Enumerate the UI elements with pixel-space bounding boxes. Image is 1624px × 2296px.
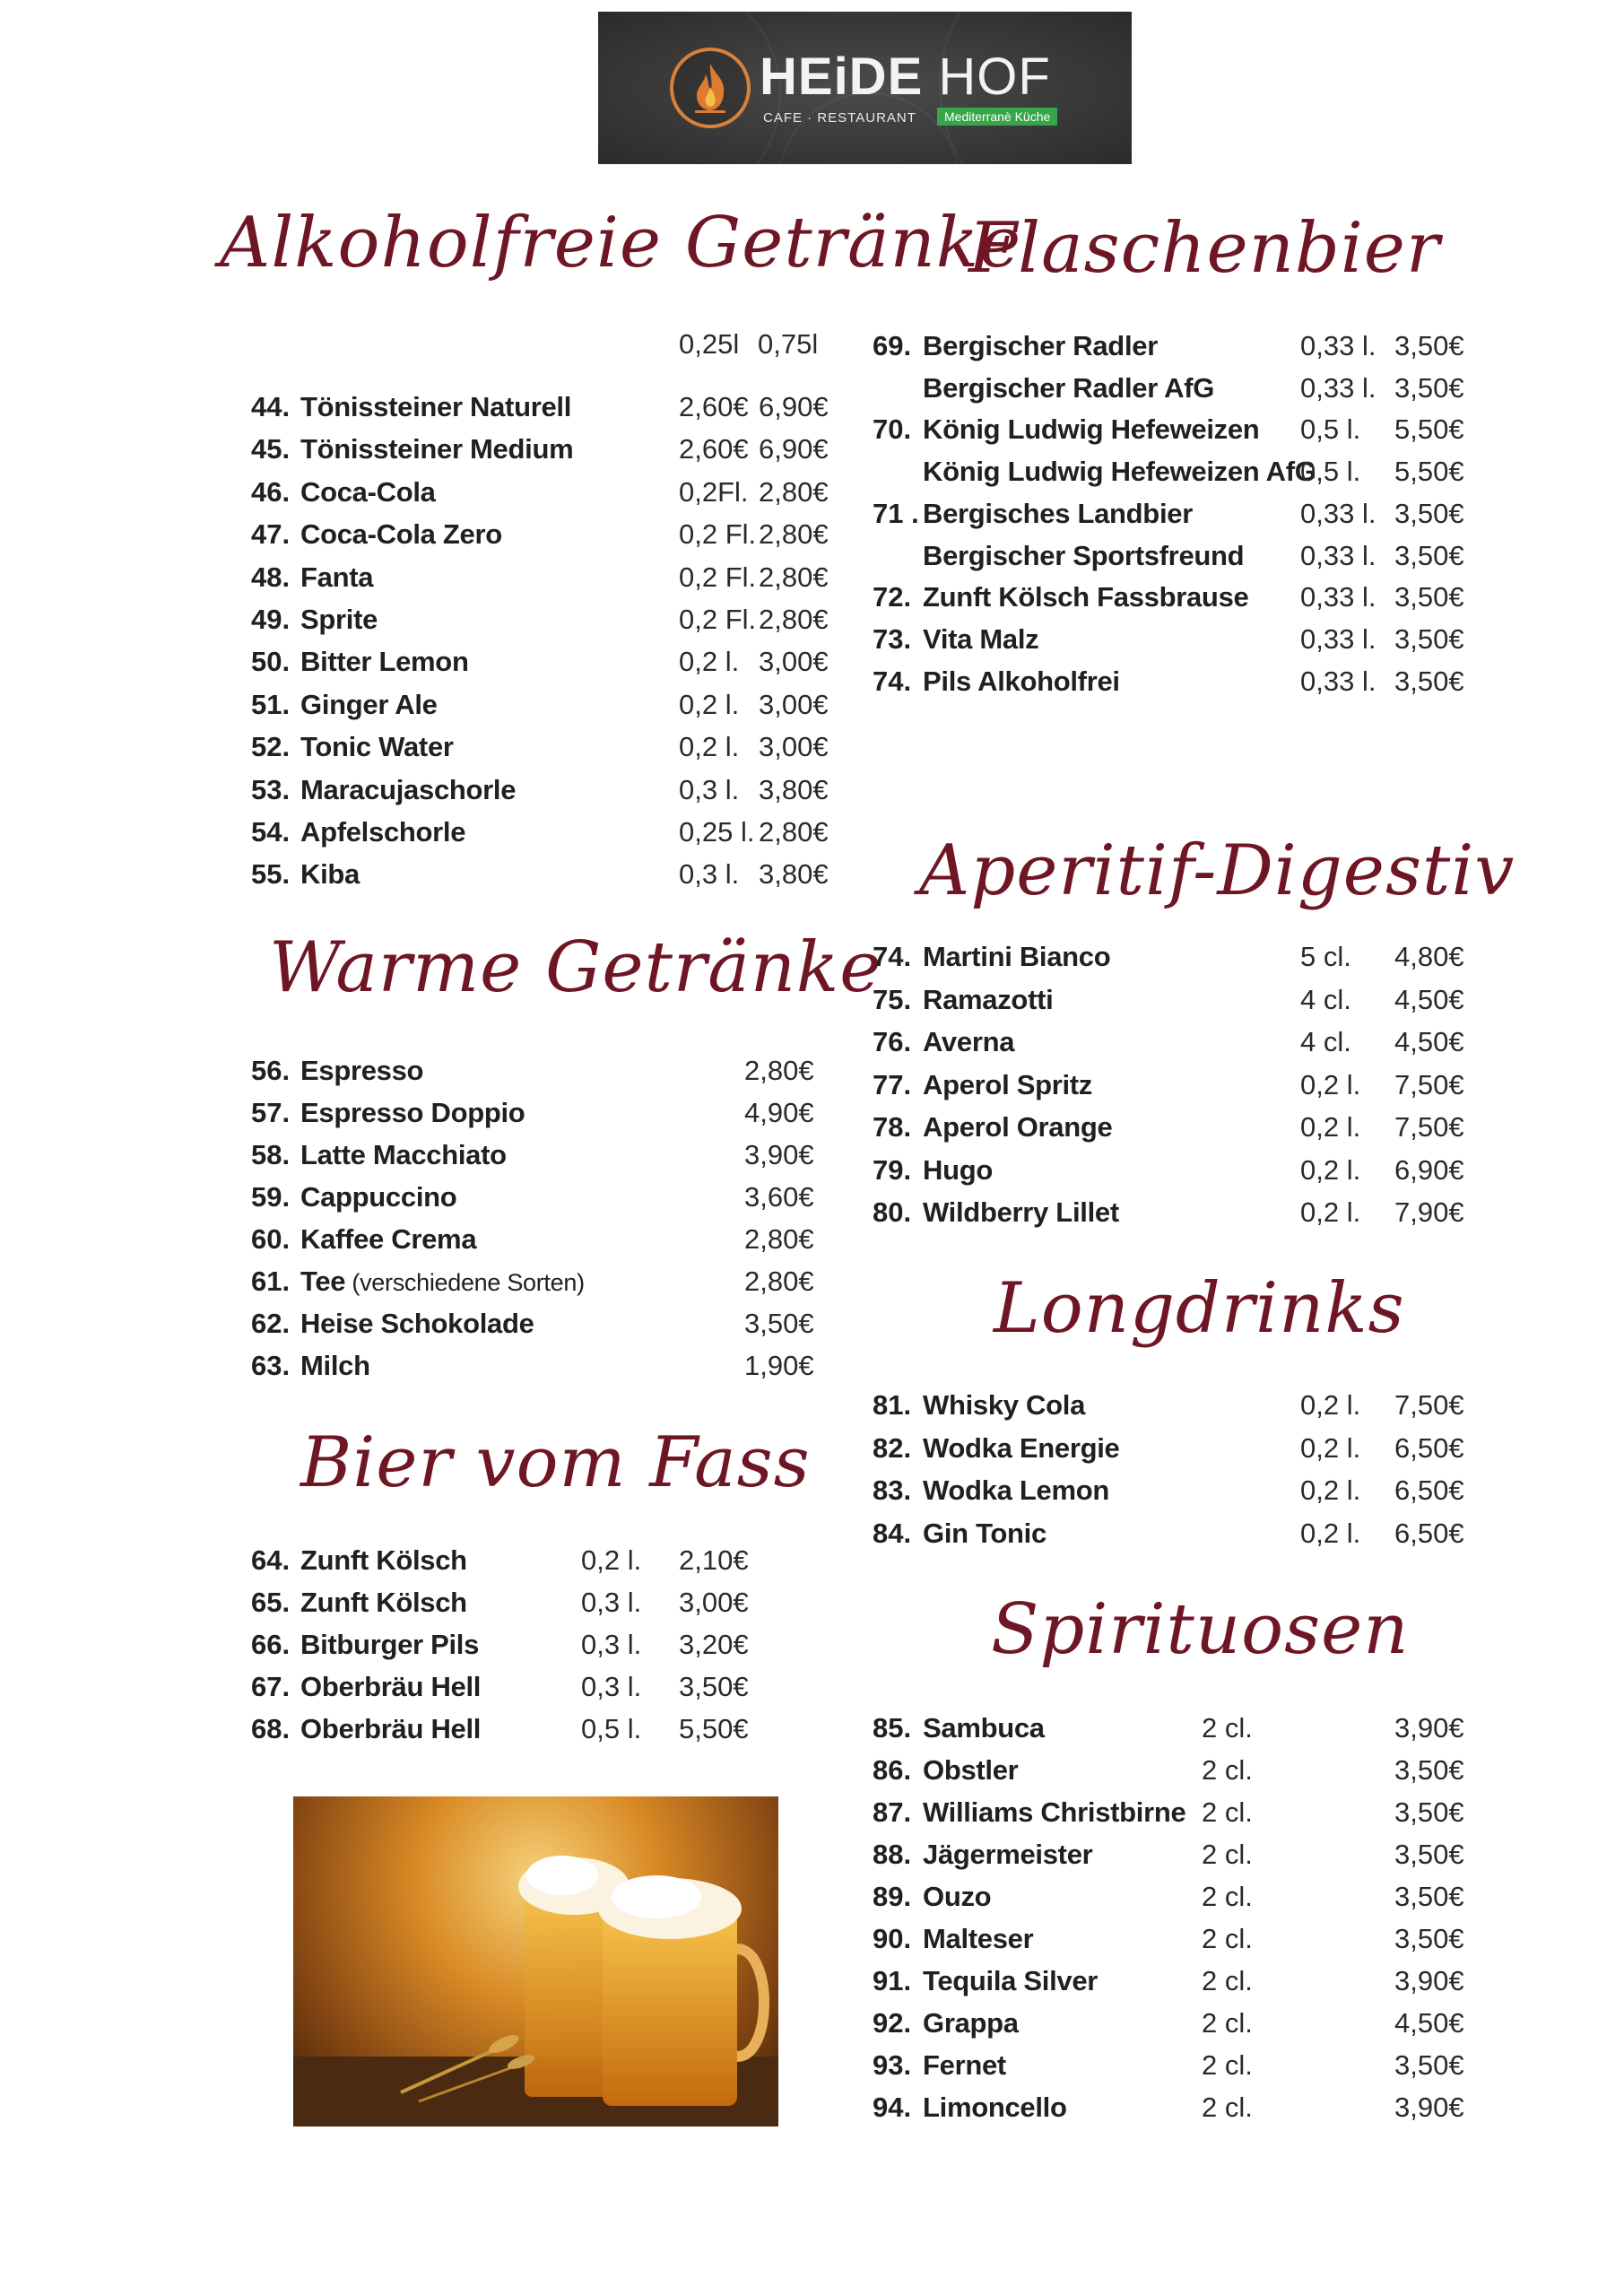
item-number: 88. <box>873 1839 912 1870</box>
item-price: 3,00€ <box>759 646 829 678</box>
item-volume: 0,5 l. <box>1300 413 1361 446</box>
item-price: 3,00€ <box>759 688 829 720</box>
item-name: Obstler <box>923 1754 1019 1786</box>
item-price: 3,50€ <box>1394 1839 1464 1870</box>
item-volume: 2 cl. <box>1202 2049 1253 2081</box>
item-volume: 0,33 l. <box>1300 497 1376 529</box>
item-name: Kaffee Crema <box>300 1223 477 1255</box>
item-volume: 2 cl. <box>1202 1923 1253 1954</box>
item-price: 3,50€ <box>1394 665 1464 697</box>
item-number: 70. <box>873 413 912 446</box>
item-number: 59. <box>251 1181 291 1213</box>
size-header-large: 0,75l <box>758 328 819 360</box>
item-price: 1,90€ <box>744 1350 814 1381</box>
item-name: Espresso <box>300 1055 424 1086</box>
item-name: Cappuccino <box>300 1181 457 1213</box>
menu-row <box>0 770 1624 810</box>
item-volume: 0,33 l. <box>1300 622 1376 655</box>
item-volume: 0,33 l. <box>1300 539 1376 571</box>
item-name: Tequila Silver <box>923 1965 1099 1996</box>
item-name: Kiba <box>300 858 360 891</box>
item-volume: 0,2 l. <box>1300 1111 1361 1143</box>
menu-row <box>0 1471 1624 1510</box>
flame-emblem-icon <box>670 48 751 128</box>
item-price: 6,90€ <box>1394 1153 1464 1186</box>
item-number: 82. <box>873 1431 912 1464</box>
item-volume: 0,2Fl. <box>679 475 749 508</box>
item-name: Heise Schokolade <box>300 1308 534 1339</box>
item-number: 57. <box>251 1097 291 1128</box>
menu-row <box>0 1835 1624 1874</box>
item-name: König Ludwig Hefeweizen AfG <box>923 456 1316 488</box>
item-name: Aperol Spritz <box>923 1068 1093 1100</box>
item-price: 4,50€ <box>1394 2007 1464 2039</box>
item-volume: 5 cl. <box>1300 941 1351 972</box>
item-volume: 2,60€ <box>679 391 749 422</box>
item-price: 5,50€ <box>1394 413 1464 446</box>
item-name: Zunft Kölsch Fassbrause <box>923 581 1249 613</box>
item-price: 3,90€ <box>744 1139 814 1170</box>
item-price: 5,50€ <box>1394 456 1464 488</box>
menu-row <box>0 1667 1624 1707</box>
menu-row <box>0 1108 1624 1147</box>
item-price: 3,50€ <box>1394 1881 1464 1912</box>
item-name: Zunft Kölsch <box>300 1544 467 1576</box>
item-number: 90. <box>873 1923 912 1954</box>
item-number: 91. <box>873 1965 912 1996</box>
beer-glasses-photo <box>293 1796 778 2126</box>
menu-row <box>0 1065 1624 1105</box>
item-volume: 0,5 l. <box>581 1713 642 1744</box>
menu-row <box>0 2004 1624 2043</box>
item-volume: 2 cl. <box>1202 1712 1253 1744</box>
item-volume: 4 cl. <box>1300 1026 1351 1057</box>
item-name: Wildberry Lillet <box>923 1196 1119 1228</box>
item-volume: 0,2 l. <box>1300 1474 1361 1506</box>
item-price: 7,50€ <box>1394 1068 1464 1100</box>
item-name: Jägermeister <box>923 1839 1093 1870</box>
item-volume: 0,3 l. <box>679 858 740 891</box>
item-volume: 0,3 l. <box>581 1629 642 1660</box>
heading-aperitif-digestiv: Aperitif-Digestiv <box>919 831 1515 911</box>
menu-row <box>0 1304 1624 1344</box>
item-number: 71 . <box>873 497 919 529</box>
item-name: Tönissteiner Naturell <box>300 391 572 422</box>
menu-row <box>0 1193 1624 1232</box>
item-volume: 0,3 l. <box>679 773 740 805</box>
item-number: 78. <box>873 1111 912 1143</box>
item-volume: 2 cl. <box>1202 1754 1253 1786</box>
item-name: Tonic Water <box>300 731 454 763</box>
item-price: 3,50€ <box>1394 371 1464 404</box>
item-number: 65. <box>251 1587 291 1618</box>
item-name: Bergischer Radler <box>923 330 1158 361</box>
menu-row <box>0 494 1624 534</box>
item-number: 62. <box>251 1308 291 1339</box>
item-price: 4,90€ <box>744 1097 814 1128</box>
item-name: Tönissteiner Medium <box>300 433 574 465</box>
item-name: Ouzo <box>923 1881 992 1912</box>
menu-row <box>0 1022 1624 1062</box>
item-volume: 0,3 l. <box>581 1587 642 1618</box>
item-name: Sambuca <box>923 1712 1045 1744</box>
menu-row <box>0 1709 1624 1748</box>
menu-row <box>0 1877 1624 1917</box>
menu-row <box>0 536 1624 576</box>
item-number: 81. <box>873 1389 912 1421</box>
item-price: 3,00€ <box>679 1587 749 1618</box>
item-volume: 0,3 l. <box>581 1671 642 1702</box>
menu-row <box>0 1151 1624 1190</box>
item-price: 3,50€ <box>1394 1754 1464 1786</box>
item-number: 73. <box>873 622 912 655</box>
item-number: 54. <box>251 816 291 848</box>
item-volume: 0,2 l. <box>679 731 740 763</box>
item-volume: 2 cl. <box>1202 1796 1253 1828</box>
menu-row <box>0 1961 1624 2001</box>
menu-row <box>0 1583 1624 1622</box>
item-price: 3,50€ <box>1394 1923 1464 1954</box>
item-price: 3,90€ <box>1394 2092 1464 2123</box>
item-number: 63. <box>251 1350 291 1381</box>
heading-flaschenbier: Flaschenbier <box>968 208 1441 289</box>
item-number: 76. <box>873 1026 912 1057</box>
item-volume: 0,33 l. <box>1300 665 1376 697</box>
logo-tagline: CAFE · RESTAURANT <box>763 110 916 126</box>
item-name: Ginger Ale <box>300 688 438 720</box>
menu-row <box>0 2046 1624 2085</box>
item-name: Williams Christbirne <box>923 1796 1186 1828</box>
item-name: Fanta <box>300 561 374 593</box>
item-name: Latte Macchiato <box>300 1139 507 1170</box>
item-number: 52. <box>251 731 291 763</box>
item-volume: 0,2 l. <box>1300 1389 1361 1421</box>
item-number: 87. <box>873 1796 912 1828</box>
item-name: Aperol Orange <box>923 1111 1113 1143</box>
menu-row <box>0 727 1624 767</box>
item-volume: 0,2 l. <box>1300 1153 1361 1186</box>
item-price: 4,80€ <box>1394 941 1464 972</box>
menu-row <box>0 1793 1624 1832</box>
item-name: Wodka Energie <box>923 1431 1120 1464</box>
item-price: 2,10€ <box>679 1544 749 1576</box>
menu-row <box>0 620 1624 659</box>
menu-row <box>0 937 1624 977</box>
menu-row <box>0 452 1624 491</box>
item-volume: 0,33 l. <box>1300 581 1376 613</box>
item-name: Grappa <box>923 2007 1019 2039</box>
item-price: 2,80€ <box>759 561 829 593</box>
menu-row <box>0 410 1624 449</box>
item-name: König Ludwig Hefeweizen <box>923 413 1260 446</box>
item-name: Averna <box>923 1026 1015 1057</box>
menu-row <box>0 1514 1624 1553</box>
item-volume: 0,33 l. <box>1300 371 1376 404</box>
menu-row <box>0 1429 1624 1468</box>
item-volume: 0,2 l. <box>1300 1517 1361 1549</box>
item-price: 3,50€ <box>1394 539 1464 571</box>
menu-row <box>0 326 1624 366</box>
item-name: Bergisches Landbier <box>923 497 1193 529</box>
size-header-small: 0,25l <box>679 328 740 360</box>
item-volume: 2,60€ <box>679 433 749 465</box>
menu-row <box>0 369 1624 408</box>
item-name: Ramazotti <box>923 983 1054 1015</box>
item-number: 50. <box>251 646 291 678</box>
item-price: 4,50€ <box>1394 1026 1464 1057</box>
menu-row <box>0 1346 1624 1386</box>
item-number: 92. <box>873 2007 912 2039</box>
item-volume: 4 cl. <box>1300 983 1351 1015</box>
item-price: 7,50€ <box>1394 1111 1464 1143</box>
item-name: Limoncello <box>923 2092 1067 2123</box>
logo-wordmark: HEiDE HOF <box>760 48 1051 106</box>
item-number: 69. <box>873 330 912 361</box>
item-number: 77. <box>873 1068 912 1100</box>
item-number: 68. <box>251 1713 291 1744</box>
item-number: 80. <box>873 1196 912 1228</box>
item-price: 3,50€ <box>679 1671 749 1702</box>
item-number: 56. <box>251 1055 291 1086</box>
item-number: 66. <box>251 1629 291 1660</box>
item-name: Pils Alkoholfrei <box>923 665 1120 697</box>
item-number: 86. <box>873 1754 912 1786</box>
item-number: 55. <box>251 858 291 891</box>
item-price: 2,80€ <box>759 816 829 848</box>
item-name: Apfelschorle <box>300 816 466 848</box>
item-number: 61. <box>251 1265 291 1297</box>
menu-row <box>0 980 1624 1020</box>
menu-row <box>0 1386 1624 1425</box>
item-price: 2,80€ <box>759 604 829 635</box>
item-volume: 0,2 l. <box>679 646 740 678</box>
menu-row <box>0 1919 1624 1959</box>
item-name: Fernet <box>923 2049 1006 2081</box>
item-number: 75. <box>873 983 912 1015</box>
heading-alkoholfreie-getraenke: Alkoholfreie Getränke <box>220 203 1022 283</box>
item-price: 3,60€ <box>744 1181 814 1213</box>
item-price: 3,90€ <box>1394 1712 1464 1744</box>
item-name: Bitburger Pils <box>300 1629 480 1660</box>
item-note: (verschiedene Sorten) <box>345 1269 585 1296</box>
item-volume: 2 cl. <box>1202 1881 1253 1912</box>
menu-row <box>0 578 1624 617</box>
item-number: 47. <box>251 518 291 551</box>
menu-row <box>0 2088 1624 2127</box>
item-name: Whisky Cola <box>923 1389 1086 1421</box>
menu-row <box>0 813 1624 852</box>
item-price: 3,50€ <box>1394 2049 1464 2081</box>
item-price: 2,80€ <box>759 518 829 551</box>
item-name: Coca-Cola <box>300 475 436 508</box>
item-volume: 0,2 Fl. <box>679 604 757 635</box>
item-price: 6,90€ <box>759 391 829 422</box>
item-price: 2,80€ <box>759 475 829 508</box>
item-name: Malteser <box>923 1923 1034 1954</box>
item-name: Vita Malz <box>923 622 1039 655</box>
item-number: 74. <box>873 941 912 972</box>
item-number: 84. <box>873 1517 912 1549</box>
item-name: Oberbräu Hell <box>300 1671 482 1702</box>
item-name: Bergischer Sportsfreund <box>923 539 1245 571</box>
item-volume: 2 cl. <box>1202 2092 1253 2123</box>
item-price: 2,80€ <box>744 1223 814 1255</box>
item-number: 93. <box>873 2049 912 2081</box>
item-volume: 2 cl. <box>1202 1965 1253 1996</box>
menu-row <box>0 1751 1624 1790</box>
item-price: 3,80€ <box>759 773 829 805</box>
item-price: 6,50€ <box>1394 1431 1464 1464</box>
item-price: 3,50€ <box>1394 497 1464 529</box>
item-number: 48. <box>251 561 291 593</box>
item-price: 3,50€ <box>1394 330 1464 361</box>
item-name: Milch <box>300 1350 370 1381</box>
item-number: 64. <box>251 1544 291 1576</box>
item-price: 3,90€ <box>1394 1965 1464 1996</box>
item-name: Bergischer Radler AfG <box>923 371 1215 404</box>
item-name: Zunft Kölsch <box>300 1587 467 1618</box>
item-price: 3,50€ <box>1394 622 1464 655</box>
item-number: 60. <box>251 1223 291 1255</box>
item-number: 51. <box>251 688 291 720</box>
item-number: 53. <box>251 773 291 805</box>
item-volume: 0,33 l. <box>1300 330 1376 361</box>
item-volume: 2 cl. <box>1202 2007 1253 2039</box>
item-name: Espresso Doppio <box>300 1097 525 1128</box>
item-number: 67. <box>251 1671 291 1702</box>
item-name: Sprite <box>300 604 378 635</box>
item-volume: 0,2 l. <box>581 1544 642 1576</box>
heading-spirituosen: Spirituosen <box>991 1589 1410 1670</box>
item-volume: 0,2 l. <box>679 688 740 720</box>
item-number: 83. <box>873 1474 912 1506</box>
item-price: 3,50€ <box>1394 1796 1464 1828</box>
item-volume: 0,2 Fl. <box>679 518 757 551</box>
item-number: 45. <box>251 433 291 465</box>
item-volume: 0,2 l. <box>1300 1196 1361 1228</box>
item-price: 6,50€ <box>1394 1474 1464 1506</box>
item-name: Hugo <box>923 1153 993 1186</box>
item-number: 74. <box>873 665 912 697</box>
menu-row <box>0 662 1624 701</box>
item-price: 3,50€ <box>744 1308 814 1339</box>
item-volume: 0,25 l. <box>679 816 755 848</box>
item-number: 85. <box>873 1712 912 1744</box>
item-name: Wodka Lemon <box>923 1474 1109 1506</box>
heading-warme-getraenke: Warme Getränke <box>269 927 882 1008</box>
heading-bier-vom-fass: Bier vom Fass <box>300 1422 811 1503</box>
item-name: Maracujaschorle <box>300 773 517 805</box>
menu-row <box>0 1625 1624 1665</box>
item-price: 6,50€ <box>1394 1517 1464 1549</box>
menu-row <box>0 855 1624 894</box>
item-number: 46. <box>251 475 291 508</box>
item-volume: 0,2 l. <box>1300 1068 1361 1100</box>
item-name: Tee (verschiedene Sorten) <box>300 1265 585 1297</box>
item-price: 3,80€ <box>759 858 829 891</box>
item-number: 79. <box>873 1153 912 1186</box>
item-number: 89. <box>873 1881 912 1912</box>
item-name: Coca-Cola Zero <box>300 518 502 551</box>
item-number: 58. <box>251 1139 291 1170</box>
item-number: 72. <box>873 581 912 613</box>
restaurant-logo <box>598 12 1132 164</box>
item-volume: 0,2 Fl. <box>679 561 757 593</box>
item-price: 3,20€ <box>679 1629 749 1660</box>
item-number: 44. <box>251 391 291 422</box>
item-price: 7,50€ <box>1394 1389 1464 1421</box>
logo-cuisine-badge: Mediterranè Küche <box>937 108 1057 126</box>
heading-longdrinks: Longdrinks <box>994 1268 1405 1349</box>
item-name: Bitter Lemon <box>300 646 469 678</box>
item-price: 2,80€ <box>744 1265 814 1297</box>
item-name: Oberbräu Hell <box>300 1713 482 1744</box>
item-price: 3,00€ <box>759 731 829 763</box>
menu-row <box>0 1262 1624 1301</box>
item-volume: 0,2 l. <box>1300 1431 1361 1464</box>
item-volume: 2 cl. <box>1202 1839 1253 1870</box>
item-price: 6,90€ <box>759 433 829 465</box>
item-price: 2,80€ <box>744 1055 814 1086</box>
item-price: 3,50€ <box>1394 581 1464 613</box>
item-price: 4,50€ <box>1394 983 1464 1015</box>
item-number: 94. <box>873 2092 912 2123</box>
item-number: 49. <box>251 604 291 635</box>
item-name: Gin Tonic <box>923 1517 1046 1549</box>
item-price: 7,90€ <box>1394 1196 1464 1228</box>
item-name: Martini Bianco <box>923 941 1111 972</box>
item-price: 5,50€ <box>679 1713 749 1744</box>
item-volume: 0,5 l. <box>1300 456 1361 488</box>
